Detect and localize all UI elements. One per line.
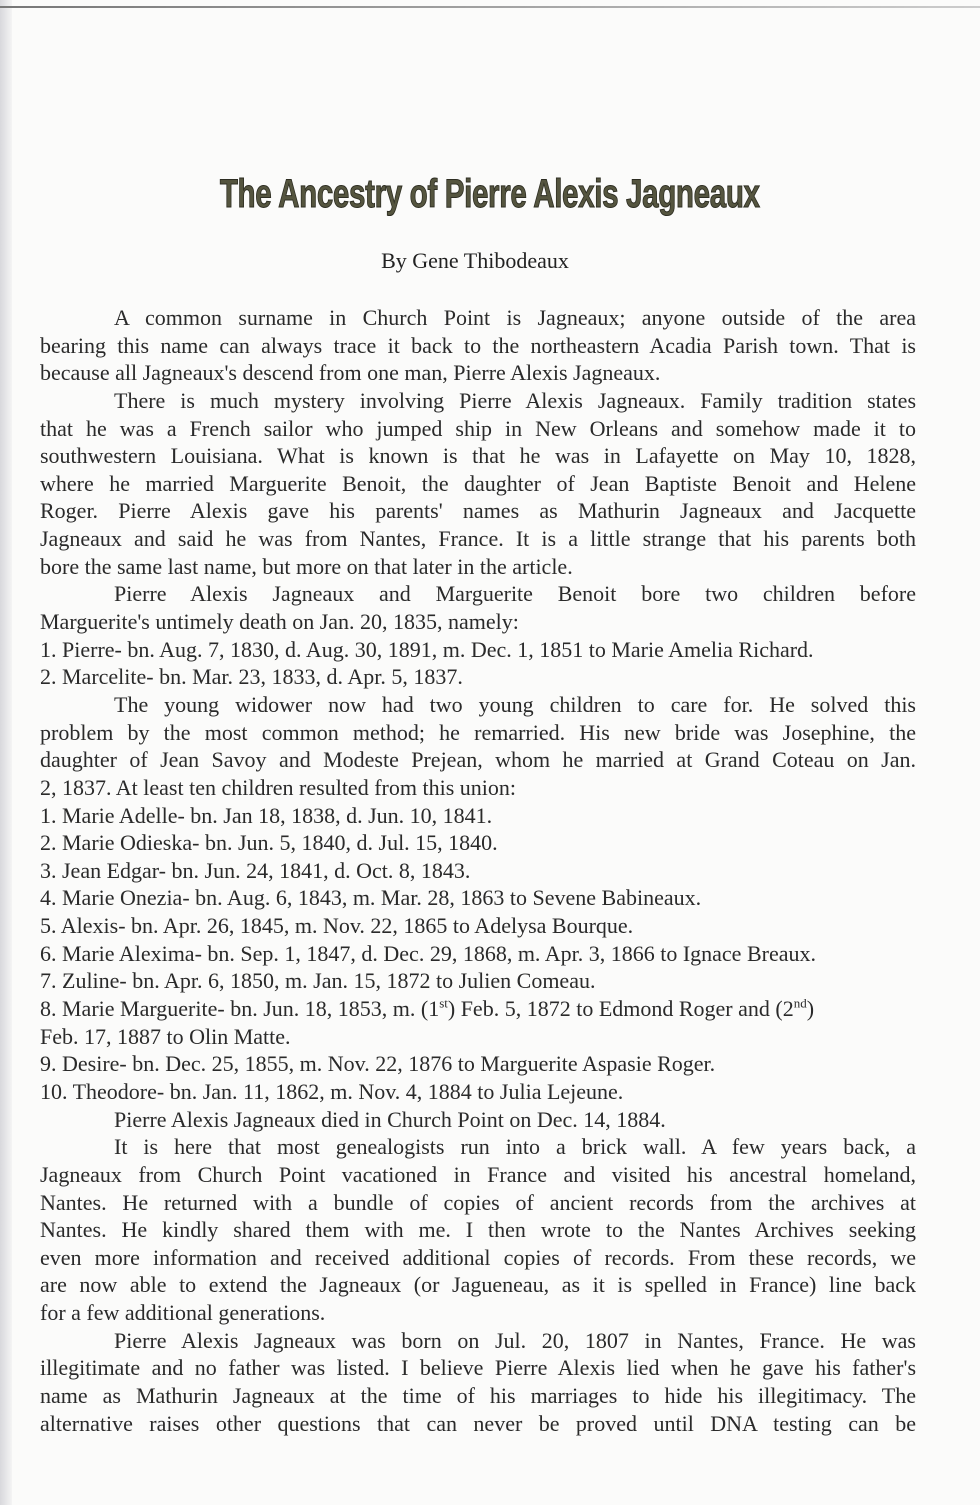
paragraph bbox=[40, 691, 916, 802]
list-line: 6. Marie Alexima- bn. Sep. 1, 1847, d. Dec. 29, 1868, m. Apr. 3, 1866 to Ignace Breaux. bbox=[40, 940, 816, 966]
paragraph-line: daughter of Jean Savoy and Modeste Prejean, whom he married at Grand Coteau on Jan. bbox=[40, 747, 916, 773]
article-body bbox=[40, 304, 916, 1437]
list-line: 1. Marie Adelle- bn. Jan 18, 1838, d. Jun. 10, 1841. bbox=[40, 802, 493, 828]
paragraph bbox=[40, 1133, 916, 1326]
paragraph-line: It is here that most genealogists run into a brick wall. A few years back, a bbox=[114, 1134, 916, 1160]
paragraph bbox=[40, 1106, 916, 1134]
paragraph-line: problem by the most common method; he remarried. His new bride was Josephine, the bbox=[40, 719, 916, 745]
article-title bbox=[0, 172, 980, 217]
paragraph-line: Roger. Pierre Alexis gave his parents' names as Mathurin Jagneaux and Jacquette bbox=[40, 498, 916, 524]
list-line: 3. Jean Edgar- bn. Jun. 24, 1841, d. Oct. 8, 1843. bbox=[40, 857, 471, 883]
children-list bbox=[40, 802, 916, 1106]
paragraph bbox=[40, 304, 916, 387]
paragraph-line: that he was a French sailor who jumped ship in New Orleans and somehow made it to bbox=[40, 415, 916, 441]
paragraph-line: even more information and received additional copies of records. From these records, we bbox=[40, 1244, 916, 1270]
paragraph-line: for a few additional generations. bbox=[40, 1300, 326, 1326]
list-line: 5. Alexis- bn. Apr. 26, 1845, m. Nov. 22, 1865 to Adelysa Bourque. bbox=[40, 913, 634, 939]
paragraph-line: Pierre Alexis Jagneaux and Marguerite Benoit bore two children before bbox=[114, 581, 916, 607]
paragraph-line: Pierre Alexis Jagneaux died in Church Point on Dec. 14, 1884. bbox=[114, 1106, 666, 1132]
paragraph-line: illegitimate and no father was listed. I believe Pierre Alexis lied when he gave his father's bbox=[40, 1355, 916, 1381]
list-line: 7. Zuline- bn. Apr. 6, 1850, m. Jan. 15, 1872 to Julien Comeau. bbox=[40, 968, 596, 994]
list-line: 10. Theodore- bn. Jan. 11, 1862, m. Nov. 4, 1884 to Julia Lejeune. bbox=[40, 1078, 624, 1104]
text-run: ) bbox=[806, 996, 815, 1022]
paragraph-line: Jagneaux from Church Point vacationed in France and visited his ancestral homeland, bbox=[40, 1161, 916, 1187]
scan-edge-shadow bbox=[0, 0, 12, 1505]
paragraph-line: There is much mystery involving Pierre Alexis Jagneaux. Family tradition states bbox=[114, 387, 916, 413]
children-list bbox=[40, 636, 916, 691]
text-run: 8. Marie Marguerite- bn. Jun. 18, 1853, m. (1 bbox=[40, 996, 440, 1022]
paragraph-line: The young widower now had two young children to care for. He solved this bbox=[114, 691, 916, 717]
list-line: 4. Marie Onezia- bn. Aug. 6, 1843, m. Mar. 28, 1863 to Sevene Babineaux. bbox=[40, 885, 702, 911]
byline: By Gene Thibodeaux bbox=[381, 248, 569, 273]
top-rule bbox=[0, 6, 980, 8]
paragraph-line: Marguerite's untimely death on Jan. 20, 1835, namely: bbox=[40, 609, 519, 635]
list-line: Feb. 17, 1887 to Olin Matte. bbox=[40, 1023, 291, 1049]
list-line: 2. Marcelite- bn. Mar. 23, 1833, d. Apr. 5, 1837. bbox=[40, 664, 463, 690]
list-line: 9. Desire- bn. Dec. 25, 1855, m. Nov. 22, 1876 to Marguerite Aspasie Roger. bbox=[40, 1051, 716, 1077]
paragraph-line: alternative raises other questions that can never be proved until DNA testing can be bbox=[40, 1410, 916, 1436]
paragraph-line: 2, 1837. At least ten children resulted from this union: bbox=[40, 774, 516, 800]
paragraph-line: where he married Marguerite Benoit, the daughter of Jean Baptiste Benoit and Helene bbox=[40, 470, 916, 496]
list-line: 1. Pierre- bn. Aug. 7, 1830, d. Aug. 30, 1891, m. Dec. 1, 1851 to Marie Amelia Richard. bbox=[40, 636, 814, 662]
paragraph-line: bearing this name can always trace it back to the northeastern Acadia Parish town. That is bbox=[40, 332, 916, 358]
paragraph-line: name as Mathurin Jagneaux at the time of his marriages to hide his illegitimacy. The bbox=[40, 1382, 916, 1408]
text-run: ) Feb. 5, 1872 to Edmond Roger and (2 bbox=[447, 996, 794, 1022]
paragraph-line: A common surname in Church Point is Jagneaux; anyone outside of the area bbox=[114, 305, 916, 330]
paragraph-line: bore the same last name, but more on that later in the article. bbox=[40, 553, 573, 579]
ordinal-suffix: nd bbox=[793, 995, 807, 1011]
paragraph-line: are now able to extend the Jagneaux (or Jagueneau, as it is spelled in France) line back bbox=[40, 1272, 916, 1298]
paragraph-line: because all Jagneaux's descend from one man, Pierre Alexis Jagneaux. bbox=[40, 360, 661, 386]
list-line: 2. Marie Odieska- bn. Jun. 5, 1840, d. Jul. 15, 1840. bbox=[40, 830, 498, 856]
paragraph-line: Nantes. He returned with a bundle of copies of ancient records from the archives at bbox=[40, 1189, 916, 1215]
article-title-text: The Ancestry of Pierre Alexis Jagneaux bbox=[220, 172, 760, 216]
ordinal-suffix: st bbox=[439, 995, 448, 1011]
paragraph-line: Pierre Alexis Jagneaux was born on Jul. 20, 1807 in Nantes, France. He was bbox=[114, 1327, 916, 1353]
paragraph bbox=[40, 387, 916, 580]
list-line bbox=[40, 995, 916, 1023]
paragraph bbox=[40, 1327, 916, 1438]
paragraph bbox=[40, 580, 916, 635]
paragraph-line: Jagneaux and said he was from Nantes, France. It is a little strange that his parents both bbox=[40, 526, 916, 552]
paragraph-line: Nantes. He kindly shared them with me. I then wrote to the Nantes Archives seeking bbox=[40, 1217, 916, 1243]
paragraph-line: southwestern Louisiana. What is known is that he was in Lafayette on May 10, 1828, bbox=[40, 443, 916, 469]
